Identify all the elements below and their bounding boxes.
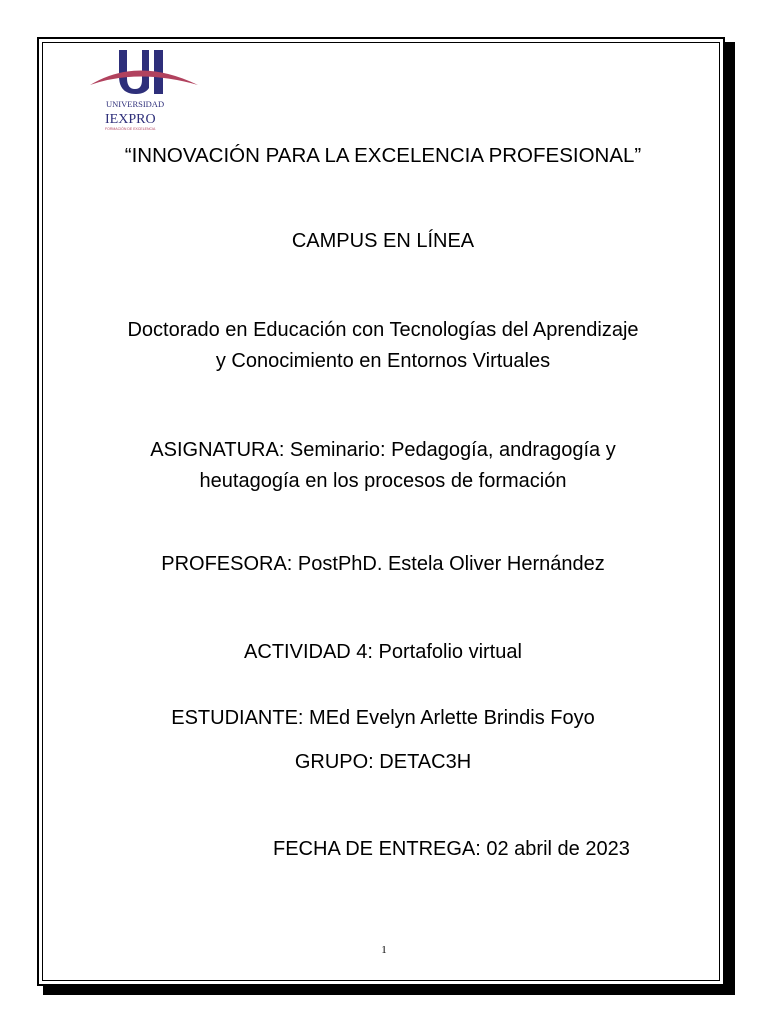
subject-line-1: [37, 435, 729, 466]
program-name: [37, 315, 729, 377]
subject-label: ASIGNATURA:: [150, 439, 285, 461]
subject: [37, 435, 729, 497]
logo-university-text: UNIVERSIDAD: [106, 99, 165, 109]
due-date-label: FECHA DE ENTREGA:: [273, 838, 481, 860]
group: [37, 750, 729, 774]
motto: “INNOVACIÓN PARA LA EXCELENCIA PROFESIONAL”: [124, 144, 642, 167]
program-line-2: y Conocimiento en Entornos Virtuales: [215, 350, 551, 372]
university-logo: [88, 46, 200, 136]
due-date: [273, 837, 630, 861]
professor: [37, 552, 729, 576]
logo-tagline-1: FORMACIÓN DE EXCELENCIA: [105, 127, 156, 131]
group-value: DETAC3H: [373, 751, 472, 773]
subject-value: Seminario: Pedagogía, andragogía y: [284, 439, 616, 461]
professor-name: PostPhD. Estela Oliver Hernández: [292, 553, 605, 575]
group-label: GRUPO:: [294, 751, 374, 773]
campus-title: CAMPUS EN LÍNEA: [291, 230, 475, 252]
subject-line-2: heutagogía en los procesos de formación: [199, 470, 567, 492]
program-line-1: Doctorado en Educación con Tecnologías del Aprendizaje: [127, 319, 639, 341]
activity-value: Portafolio virtual: [372, 641, 522, 663]
activity-label: ACTIVIDAD 4:: [244, 641, 373, 663]
page-number: 1: [381, 944, 387, 956]
student-label: ESTUDIANTE:: [171, 707, 304, 729]
activity: [37, 640, 729, 664]
student-name: MEd Evelyn Arlette Brindis Foyo: [303, 707, 595, 729]
professor-label: PROFESORA:: [161, 553, 293, 575]
logo-name-text: IEXPRO: [105, 112, 156, 127]
due-date-value: 02 abril de 2023: [480, 838, 630, 860]
student: [37, 706, 729, 730]
